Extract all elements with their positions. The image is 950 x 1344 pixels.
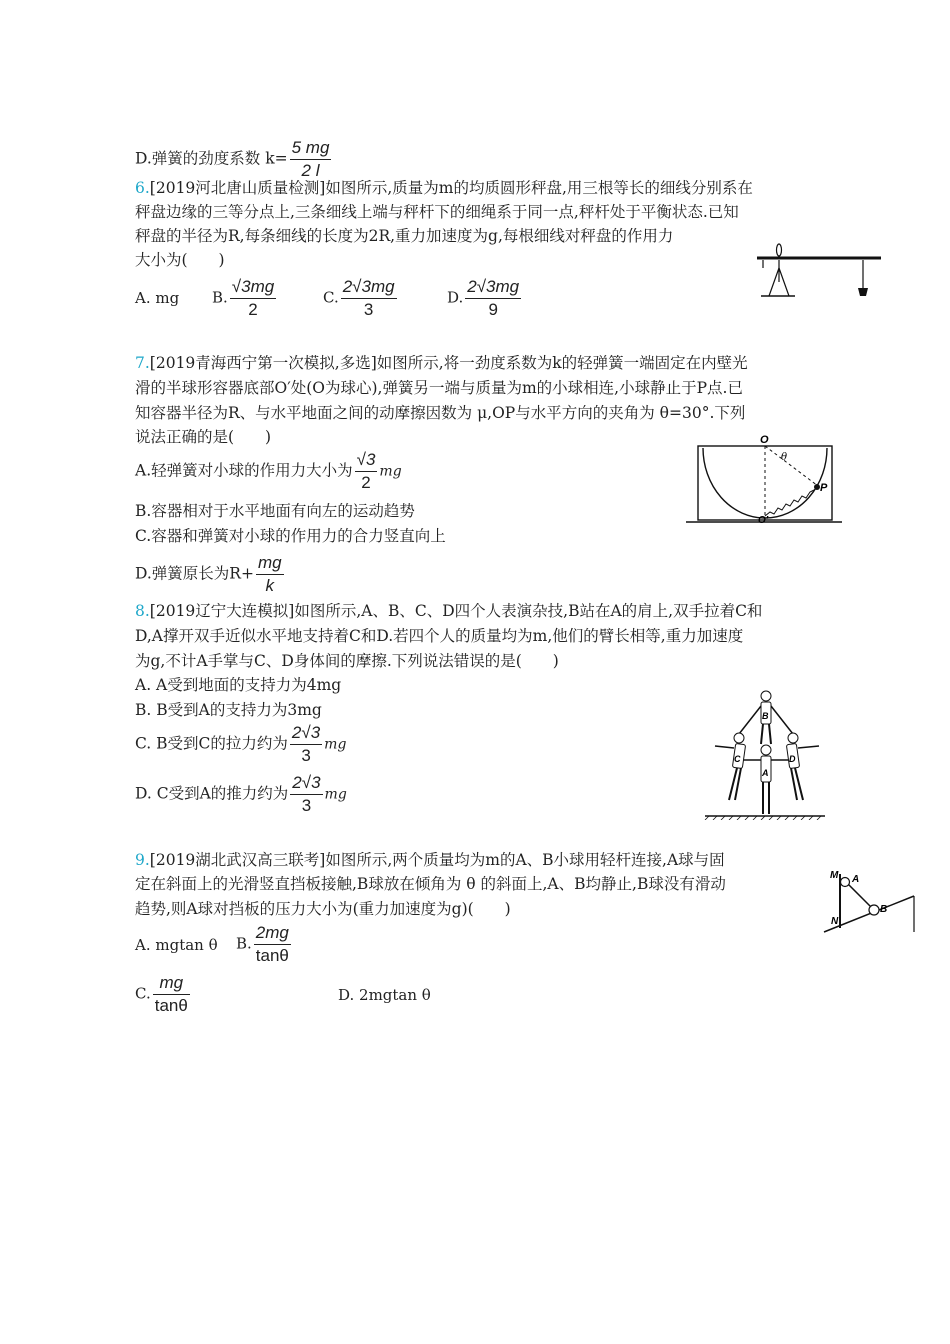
- q8-stem-line2: D,A撑开双手近似水平地支持着C和D.若四个人的质量均为m,他们的臂长相等,重力加速度: [135, 627, 744, 645]
- q6-option-b: B. $\frac{√3mg}{2}$: [212, 277, 275, 319]
- q6-number: 6.: [135, 179, 150, 197]
- q7-stem-line4: 说法正确的是( ): [135, 428, 272, 446]
- q9-option-c: C. $\frac{mg}{\tan\theta}$: [135, 973, 188, 1015]
- q9-label-n: N: [831, 916, 839, 927]
- q8-option-a: A. A受到地面的支持力为4mg: [135, 676, 342, 694]
- q9-option-a: A. mgtan θ: [135, 936, 218, 954]
- q7-stem-line2: 滑的半球形容器底部O′处(O为球心),弹簧另一端与质量为m的小球相连,小球静止于P点.已: [135, 379, 743, 397]
- q6-stem-line3: 秤盘的半径为R,每条细线的长度为2R,重力加速度为g,每根细线对秤盘的作用力: [135, 227, 674, 245]
- q8-option-d: D. C受到A的推力约为 $\frac{2√3}{3}$ mg: [135, 773, 347, 815]
- q7-option-d: D.弹簧原长为R+ $\frac{mg}{k}$: [135, 553, 282, 595]
- q7-option-c: C.容器和弹簧对小球的作用力的合力竖直向上: [135, 527, 446, 545]
- q6-stem-line2: 秤盘边缘的三等分点上,三条细线上端与秤杆下的细绳系于同一点,秤杆处于平衡状态.已知: [135, 203, 739, 221]
- q8-label-a: A: [762, 768, 769, 778]
- q9-option-b: B. $\frac{2mg}{\tan\theta}$: [236, 923, 289, 965]
- q8-number: 8.: [135, 602, 150, 620]
- q7-stem-line1: 7.[2019青海西宁第一次模拟,多选]如图所示,将一劲度系数为k的轻弹簧一端固定在内壁光: [135, 354, 748, 372]
- q9-label-m: M: [830, 870, 839, 881]
- q5-option-d: [135, 137, 333, 182]
- q6-balance-figure: [755, 238, 885, 300]
- q8-option-b: B. B受到A的支持力为3mg: [135, 701, 322, 719]
- q8-acrobat-figure: [703, 688, 829, 820]
- q9-stem-line3: 趋势,则A球对挡板的压力大小为(重力加速度为g)( ): [135, 900, 511, 918]
- q7-container-figure: [686, 432, 842, 526]
- q9-label-b: B: [880, 904, 888, 915]
- q8-label-d: D: [789, 754, 796, 764]
- q9-stem-line1: 9.[2019湖北武汉高三联考]如图所示,两个质量均为m的A、B小球用轻杆连接,A球与固: [135, 851, 725, 869]
- q6-option-a: A. mg: [135, 289, 180, 307]
- q7-option-a: A.轻弹簧对小球的作用力大小为 $\frac{√3}{2}$ mg: [135, 450, 402, 492]
- q9-option-d: D. 2mgtan θ: [338, 986, 431, 1004]
- q8-stem-line1: 8.[2019辽宁大连模拟]如图所示,A、B、C、D四个人表演杂技,B站在A的肩上,双手拉着C和: [135, 602, 763, 620]
- q6-stem-line4: 大小为( ): [135, 251, 225, 269]
- q8-label-c: C: [734, 754, 741, 764]
- q7-label-p: P: [820, 482, 828, 494]
- q7-stem-line3: 知容器半径为R、与水平地面之间的动摩擦因数为 μ,OP与水平方向的夹角为 θ=30°.下列: [135, 404, 746, 422]
- q8-label-b: B: [762, 711, 769, 721]
- q7-label-o: O: [760, 434, 769, 446]
- q6-option-d: D. $\frac{2√3mg}{9}$: [447, 277, 520, 319]
- q9-stem-line2: 定在斜面上的光滑竖直挡板接触,B球放在倾角为 θ 的斜面上,A、B均静止,B球没有滑动: [135, 875, 726, 893]
- q7-label-o-prime: O′: [758, 515, 769, 526]
- q8-stem-line3: 为g,不计A手掌与C、D身体间的摩擦.下列说法错误的是( ): [135, 652, 559, 670]
- q5-option-d-text: D.弹簧的劲度系数 k=: [135, 149, 288, 168]
- q7-number: 7.: [135, 354, 150, 372]
- q9-incline-figure: [822, 862, 918, 934]
- q9-number: 9.: [135, 851, 150, 869]
- q6-stem-line1: 6.[2019河北唐山质量检测]如图所示,质量为m的均质圆形秤盘,用三根等长的细线分别系在: [135, 179, 753, 197]
- q8-option-c: C. B受到C的拉力约为 $\frac{2√3}{3}$ mg: [135, 723, 347, 765]
- q7-option-b: B.容器相对于水平地面有向左的运动趋势: [135, 502, 415, 520]
- q5-option-d-fraction: $\frac{5 mg}{2 l}$: [291, 138, 330, 180]
- q6-option-c: C. $\frac{2√3mg}{3}$: [323, 277, 395, 319]
- q9-label-a: A: [852, 874, 860, 885]
- q7-label-theta: θ: [781, 452, 788, 463]
